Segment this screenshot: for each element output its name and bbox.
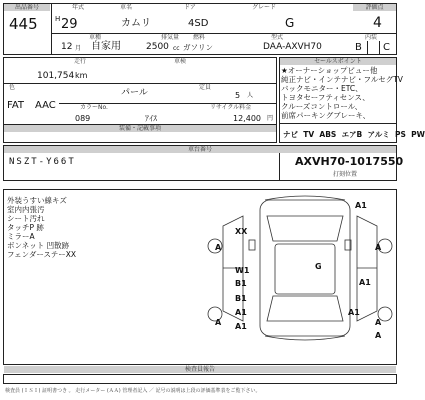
capacity: 5 <box>235 91 241 100</box>
model-label: 型式 <box>271 34 284 41</box>
remark-line: フェンダーステーXX <box>7 250 77 259</box>
sales-line: クルーズコントロール、 <box>281 102 363 111</box>
type-label: 車種 <box>89 34 102 41</box>
score-label: 評価点 <box>353 4 396 11</box>
mileage-label: 走行 <box>74 58 87 65</box>
maker-label: 年式 <box>72 4 85 11</box>
equipment-row <box>283 129 425 140</box>
capacity-label: 定員 <box>199 84 212 91</box>
fuel-label: 燃料 <box>193 34 206 41</box>
equip-abs: ABS <box>319 130 337 139</box>
sales-line: トヨタセーフティセンス、 <box>281 93 370 102</box>
equip-alloy: アルミ <box>367 130 390 139</box>
displacement-label: 排気量 <box>161 34 180 41</box>
damage-marker: A <box>215 243 222 252</box>
sales-line: 純正ナビ・インテナビ・フルセグTV <box>281 75 403 84</box>
displacement: 2500 <box>146 42 169 52</box>
usage: 自家用 <box>91 41 121 52</box>
month-unit: 月 <box>75 45 82 52</box>
overall-score: 4 <box>373 15 382 31</box>
lot-number: 445 <box>9 15 38 33</box>
damage-marker: G <box>315 262 322 271</box>
damage-marker: A <box>215 318 222 327</box>
remark-line: 外装うすい線キズ <box>7 196 67 205</box>
remark-line: ミラーA <box>7 232 35 241</box>
sales-point-header: セールスポイント <box>280 58 396 65</box>
damage-marker: B1 <box>235 279 247 288</box>
frame-number-handwritten: NSZT-Y66T <box>9 157 76 167</box>
year: 29 <box>61 17 78 32</box>
doors-label: ドア <box>184 4 196 11</box>
color-no: 089 <box>75 114 91 123</box>
mileage: 101,754 <box>37 71 75 81</box>
equip-ps: PS <box>394 130 406 139</box>
year-era: H <box>55 15 61 23</box>
grade-label: グレード <box>252 4 277 11</box>
car-name-label: 車名 <box>120 4 133 11</box>
interior-score: B <box>355 42 362 53</box>
cc-unit: cc <box>173 45 180 52</box>
car-damage-diagram <box>205 196 395 341</box>
sheet-label: 装備・記載事項 <box>4 125 276 132</box>
sales-line: 前席パーキングブレーキ、 <box>281 111 371 120</box>
ac-type: AAC <box>35 100 56 111</box>
inspection-label: 車検 <box>174 58 187 65</box>
remark-line: タッチP 跡 <box>7 223 44 232</box>
doors: 4SD <box>188 18 209 29</box>
damage-marker: A <box>375 243 382 252</box>
equip-pw: PW <box>411 130 425 139</box>
comment-label: 検査員報告 <box>4 366 396 373</box>
car-name: カムリ <box>121 18 151 29</box>
remark-line: 室内内張汚 <box>7 205 45 214</box>
fuel: ガソリン <box>183 43 213 52</box>
damage-marker: A <box>375 318 382 327</box>
exterior-score: C <box>383 42 390 53</box>
frame-number: AXVH70-1017550 <box>295 155 404 168</box>
damage-marker: A1 <box>235 308 247 317</box>
comment-box <box>3 374 397 384</box>
mileage-unit: km <box>75 71 88 80</box>
equip-tv: TV <box>303 130 315 139</box>
recycle-fee: 12,400 <box>233 114 261 123</box>
grade: G <box>285 16 295 30</box>
damage-marker: A1 <box>235 322 247 331</box>
auction-sheet <box>3 3 425 396</box>
color: パール <box>121 88 148 98</box>
damage-marker: XX <box>235 227 248 236</box>
damage-marker: A1 <box>359 278 371 287</box>
model-code: DAA-AXVH70 <box>263 42 322 52</box>
capacity-unit: 人 <box>247 92 254 99</box>
damage-marker: A1 <box>355 201 367 210</box>
recycle-label: リサイクル料金 <box>210 104 252 111</box>
damage-marker: A1 <box>348 308 360 317</box>
remark-line: ボンネット 凹散跡 <box>7 241 70 250</box>
damage-marker: A <box>375 331 382 340</box>
color-label: 色 <box>9 84 16 91</box>
lot-label: 出品番号 <box>4 4 50 11</box>
interior-label: 内装 <box>365 34 378 41</box>
equip-navi: ナビ <box>283 130 298 139</box>
damage-marker: B1 <box>235 294 247 303</box>
month: 12 <box>61 42 73 52</box>
frame-position-label: 打刻位置 <box>333 171 358 178</box>
remark-line: シート汚れ <box>7 214 45 223</box>
shift-type: FAT <box>7 100 25 111</box>
damage-marker: W1 <box>235 266 250 275</box>
equip-airbag: エアB <box>341 130 363 139</box>
recycle-unit: 円 <box>267 115 274 122</box>
sales-line: バックモニター・ETC、 <box>281 84 363 93</box>
chassis-label: 車台番号 <box>4 146 396 153</box>
sales-line: ★オーナーショップビュー他 <box>281 66 378 75</box>
color-no-label: カラーNo. <box>80 104 108 111</box>
footer-note: 検査員 (ＩＳＩ) 証明書つき 。 走行メーター (ＡＡ) 管理者記入 ／ 記号の説明は上段の評価基準表をご覧下さい。 <box>5 388 261 394</box>
trim-code: ｱｲｽ <box>145 114 157 123</box>
